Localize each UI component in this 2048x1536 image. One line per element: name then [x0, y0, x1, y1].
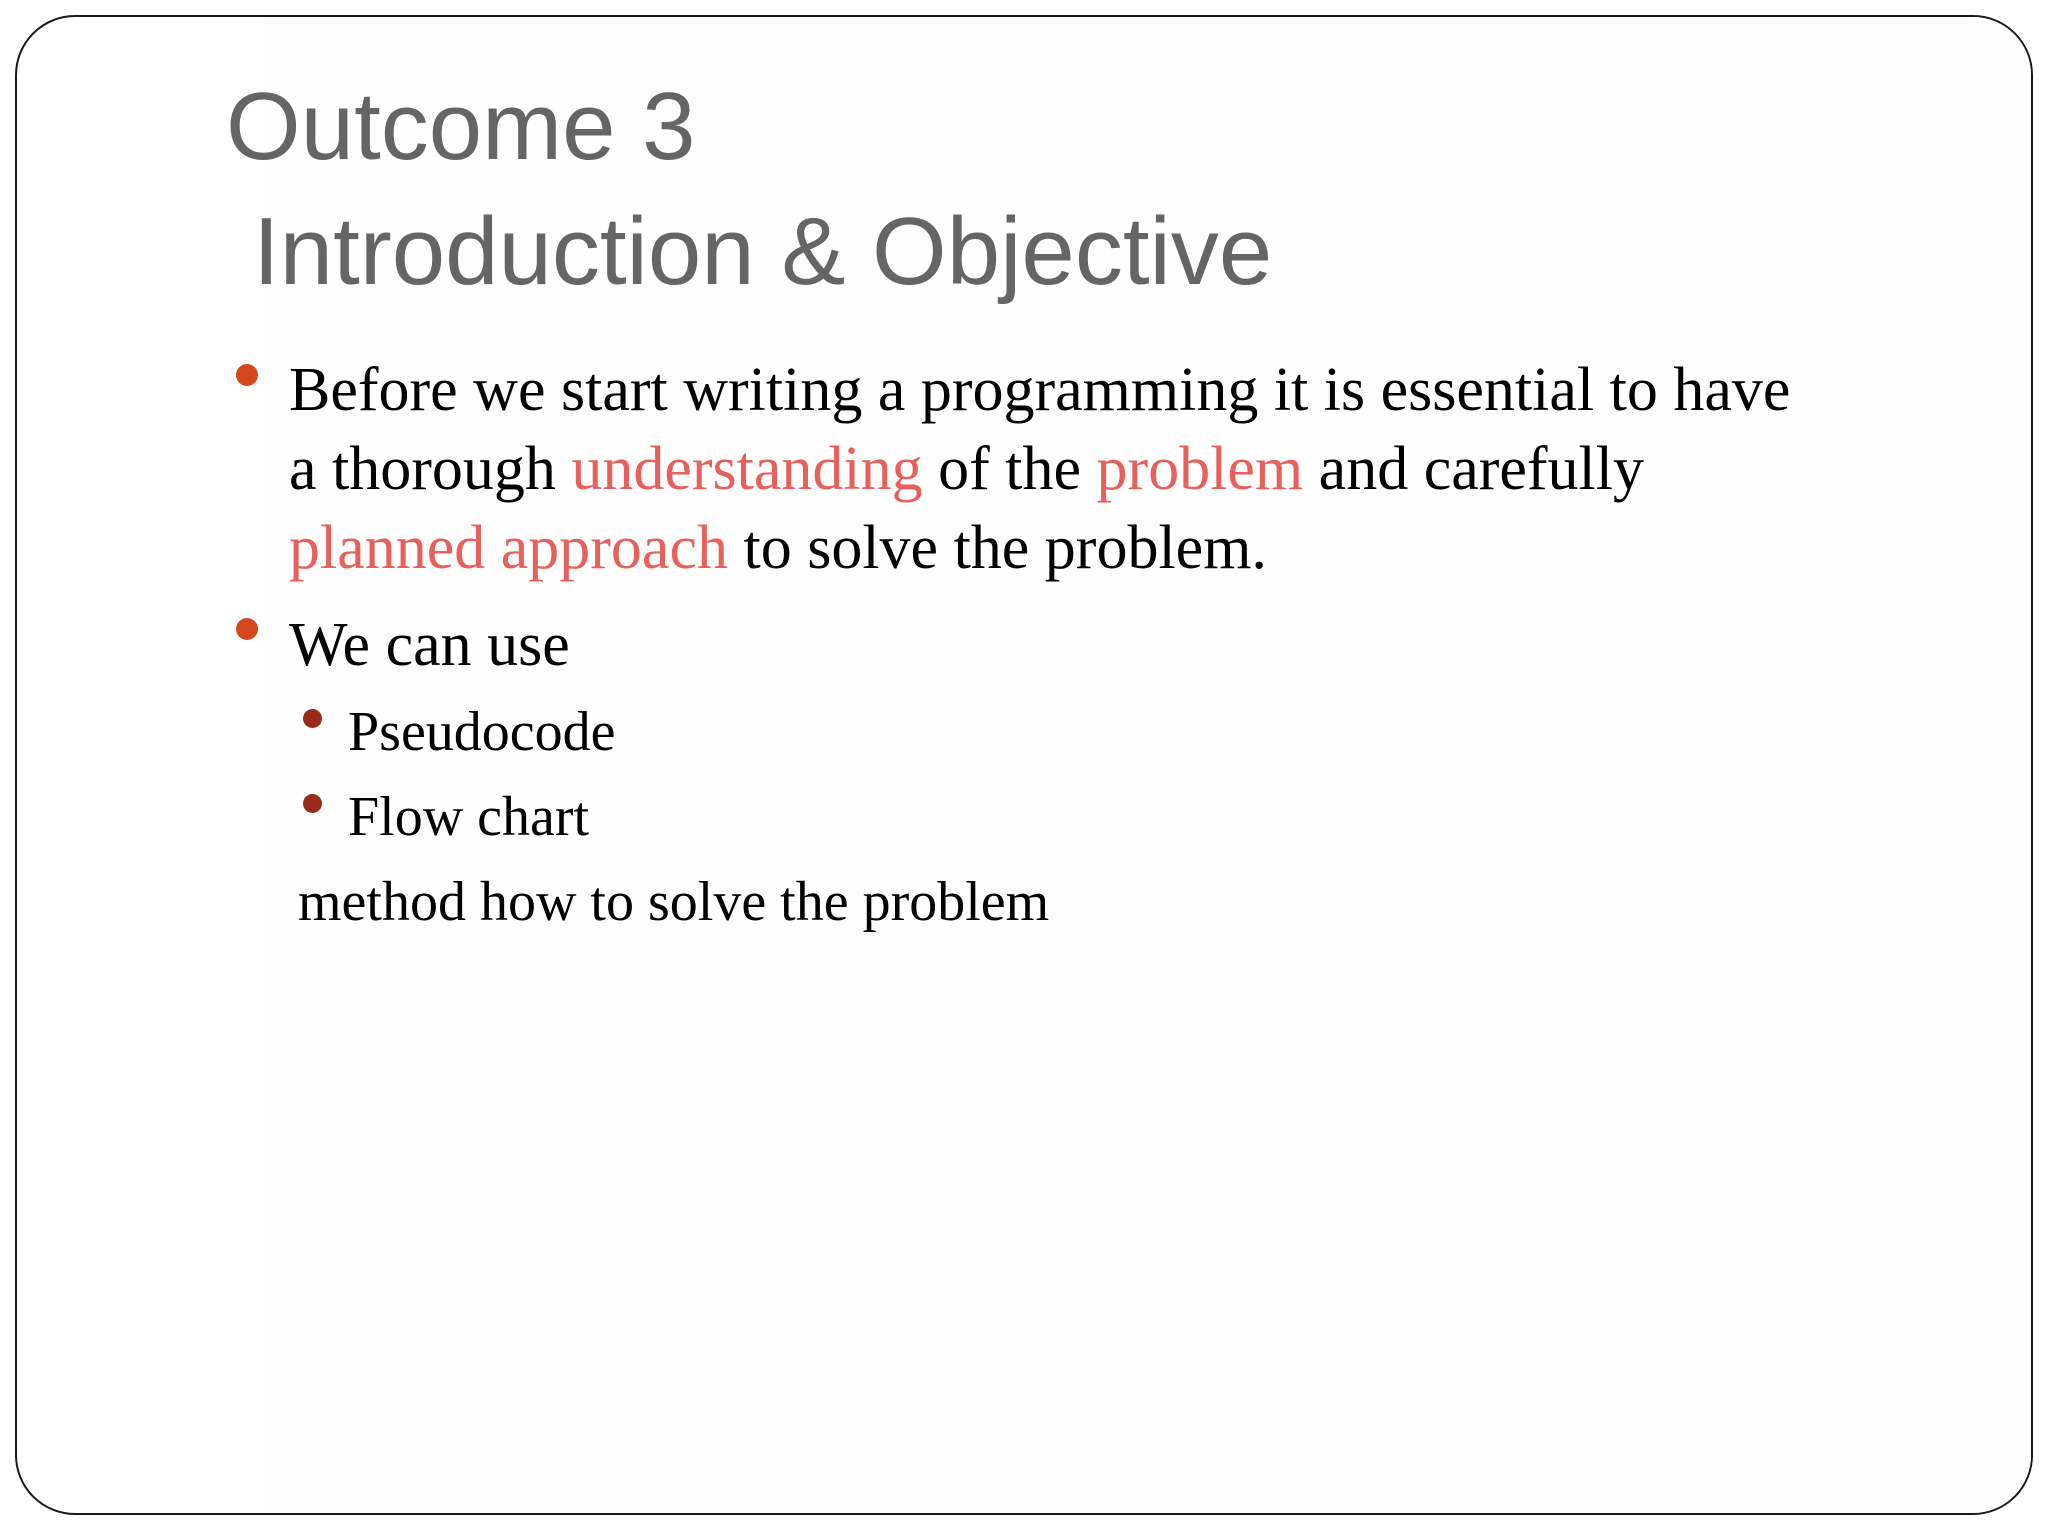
bullet-1-line-2 — [289, 430, 1644, 509]
bullet-1-line-3 — [289, 509, 1267, 588]
bullet-1-line-2-text-c: of the — [922, 435, 1097, 503]
sub-bullet-flow-chart: Flow chart — [348, 786, 590, 848]
bullet-2-text: We can use — [289, 611, 570, 679]
bullet-1-line-3-text-b: to solve the problem. — [727, 514, 1267, 582]
bullet-1-line-1: Before we start writing a programming it is essential to have — [289, 356, 1791, 424]
slide-title-line-2: Introduction & Objective — [253, 198, 1273, 305]
highlight-planned-approach: planned approach — [289, 514, 728, 582]
slide-frame — [15, 15, 2033, 1515]
sub-bullet-dot-2 — [303, 794, 322, 813]
slide-title-line-1: Outcome 3 — [226, 73, 696, 180]
bullet-1-line-2-text-e: and carefully — [1303, 435, 1644, 503]
bullet-1-line-2-text-a: a thorough — [289, 435, 572, 503]
sub-bullet-pseudocode: Pseudocode — [348, 701, 616, 763]
bullet-dot-2 — [236, 618, 258, 640]
closing-text: method how to solve the problem — [298, 871, 1050, 933]
sub-bullet-dot-1 — [303, 709, 322, 728]
highlight-problem: problem — [1096, 435, 1304, 503]
highlight-understanding: understanding — [571, 435, 923, 503]
bullet-dot-1 — [236, 364, 258, 386]
